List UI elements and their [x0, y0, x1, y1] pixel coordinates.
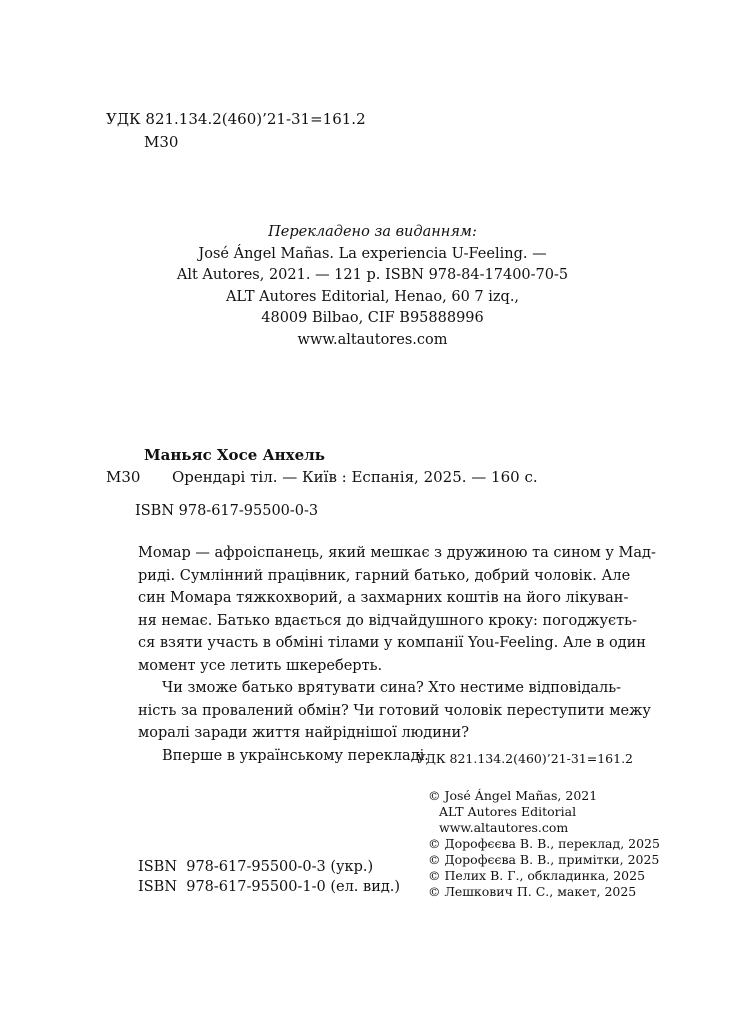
copyright-line: © Дорофєєва В. В., переклад, 2025: [428, 836, 660, 851]
catalog-author: Маньяс Хосе Анхель: [144, 446, 325, 464]
isbn-line: ISBN 978-617-95500-1-0 (ел. вид.): [138, 879, 401, 895]
annotation-line: син Момара тяжкохворий, а захмарних коштів на його лікуван-: [138, 590, 629, 606]
catalog-title-line: Орендарі тіл. — Київ : Еспанія, 2025. — 160 с.: [172, 468, 538, 486]
catalog-author-sign: М30: [106, 468, 141, 486]
copyright-line: © Пелих В. Г., обкладинка, 2025: [428, 868, 646, 883]
annotation-line: риді. Сумлінний працівник, гарний батько, добрий чоловік. Але: [138, 567, 631, 584]
source-website: www.altautores.com: [297, 331, 448, 348]
copyright-line: www.altautores.com: [439, 820, 569, 835]
source-heading: Перекладено за виданням:: [268, 224, 477, 240]
annotation-line: Чи зможе батько врятувати сина? Хто нестиме відповідаль-: [162, 680, 622, 696]
source-edition-block: [0, 222, 745, 351]
annotation-line: момент усе летить шкереберть.: [138, 657, 383, 674]
source-line: ALT Autores Editorial, Henao, 60 7 izq.,: [225, 288, 520, 305]
udk-code-bottom: УДК 821.134.2(460)’21-31=161.2: [416, 751, 633, 766]
catalog-isbn: ISBN 978-617-95500-0-3: [135, 503, 319, 519]
copyright-line: ALT Autores Editorial: [439, 804, 577, 819]
source-line: Alt Autores, 2021. — 121 p. ISBN 978-84-17400-70-5: [176, 267, 569, 283]
udk-code-top: УДК 821.134.2(460)’21-31=161.2: [106, 110, 366, 128]
annotation-line: моралі заради життя найріднішої людини?: [138, 725, 469, 741]
annotation-line: Момар — афроіспанець, який мешкає з дружиною та сином у Мад-: [138, 545, 656, 561]
source-line: José Ángel Mañas. La experiencia U-Feeling. —: [198, 245, 547, 262]
annotation-line: Вперше в українському перекладі.: [162, 747, 429, 764]
author-sign-top: М30: [144, 133, 179, 151]
isbn-line: ISBN 978-617-95500-0-3 (укр.): [138, 859, 374, 875]
source-line: 48009 Bilbao, CIF B95888996: [261, 310, 484, 326]
copyright-line: © José Ángel Mañas, 2021: [428, 788, 598, 803]
annotation-line: ся взяти участь в обміні тілами у компанії You-Feeling. Але в один: [138, 635, 646, 651]
annotation-line: ність за провалений обмін? Чи готовий чоловік переступити межу: [138, 702, 651, 719]
copyright-line: © Лешкович П. С., макет, 2025: [428, 884, 637, 899]
copyright-list: [428, 788, 660, 900]
annotation: [138, 542, 656, 767]
isbn-list: [138, 857, 400, 897]
copyright-line: © Дорофєєва В. В., примітки, 2025: [428, 852, 660, 867]
annotation-line: ня немає. Батько вдається до відчайдушного кроку: погоджуєть-: [138, 612, 637, 629]
